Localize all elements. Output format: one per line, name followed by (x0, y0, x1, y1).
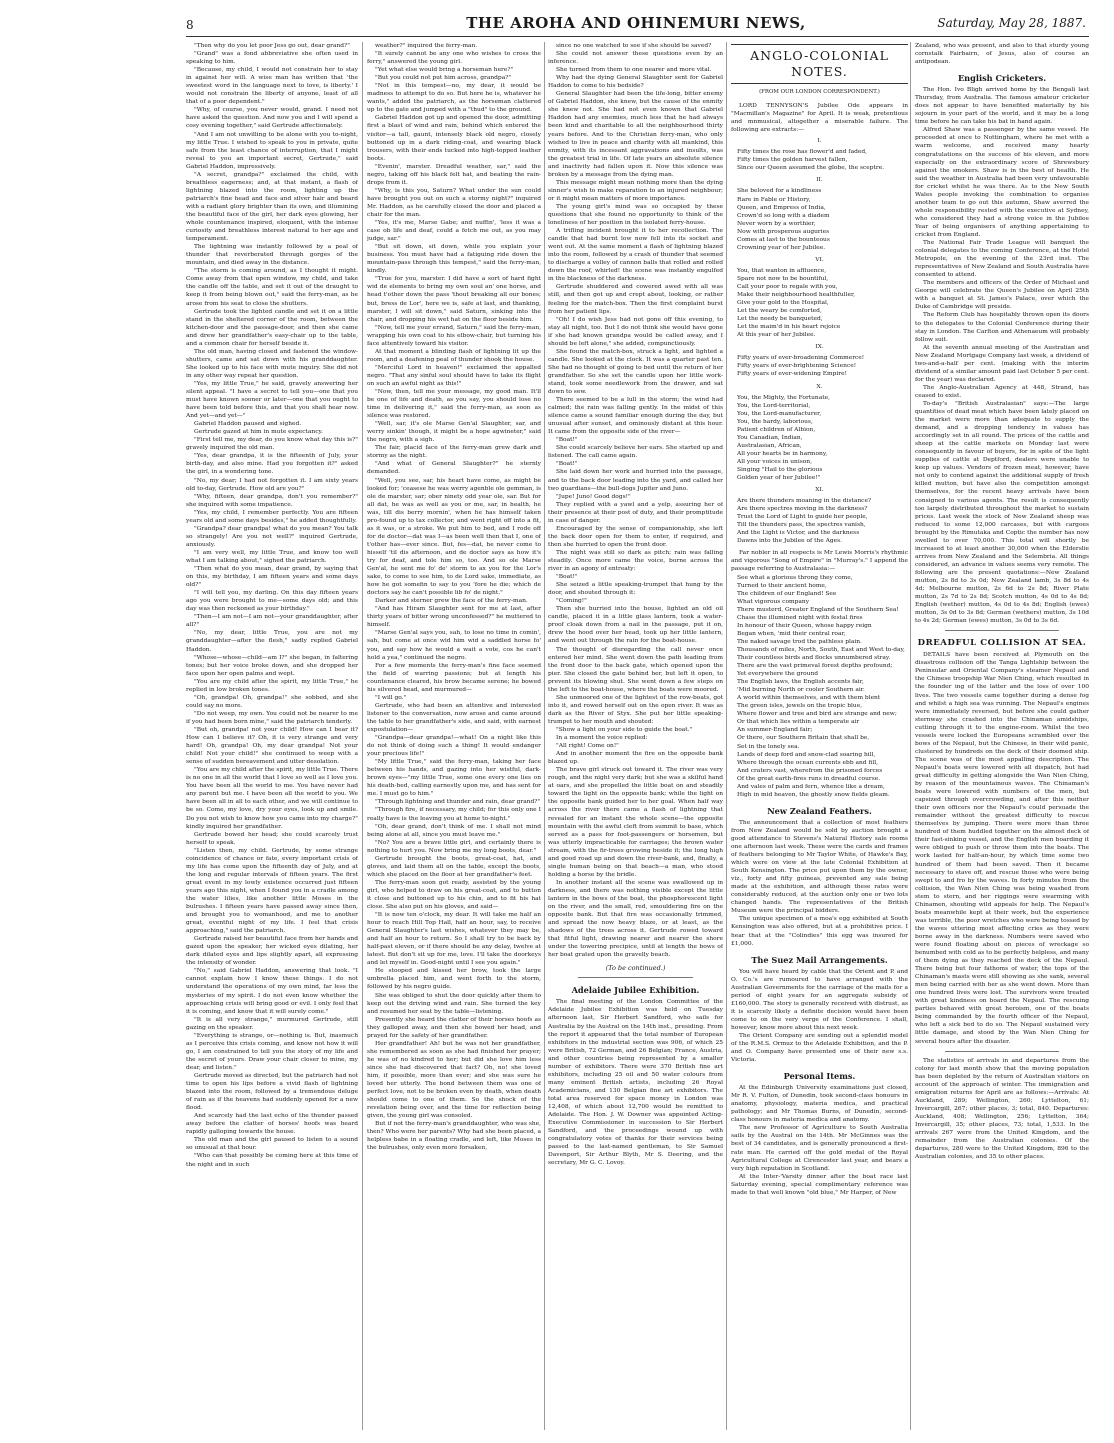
paragraph: "You are my child after the spirit, my little True," he replied in low broken tones. (186, 678, 358, 693)
poem-line: There musterd, Greater England of the Southern Sea! (737, 606, 899, 613)
paragraph: "And I am not unwilling to be alone with you to-night, my little True. I wished to speak to you in private, quite safe from the least chance of interruption, that I might reveal to you an important secret, Gertrude," said Gabriel Haddon, impressively. (186, 131, 358, 170)
paragraph: "Yes, my little True," he said, gravely answering her silent appeal. "I have a secret to tell you—one that you must have known sooner or later—one that you ought to have been told before this, and that you shall hear now. And yet—and yet—" (186, 380, 358, 420)
paragraph: You will have heard by cable that the Orient and P. and O. Co.'s are rumoured to have arranged with the Australian Governments for the carriage of the mails for a period of eight years for an aggregate subsidy of £160,000. The story is generally received with distrust, as it is scarcely likely a definite decision would have been come to on the very verge of the Conference. I shall, however, know more about this next week. (731, 968, 908, 1031)
paragraph: "Then what do you mean, dear grand, by saying that on this, my birthday, I am fifteen years and some days old?" (186, 566, 358, 589)
poem-line: Are there spectres moving in the darkness? (737, 506, 868, 513)
poem-line: Till the thunders pass, the spectres vanish, (737, 522, 866, 529)
paragraph: Alfred Shaw was a passenger by the same vessel. He proceeded at once to Nottingham, where he met with a warm welcome, and received many hearty congratulations on the success of his eleven, and more especially on the extraordinary score of Shrewsbury against the smokers. Shaw is in the best of health. He said the weather in Australia had been very unfavourable for cricket whilst he was there. As to the New South Wales people invoking the combination to organise another team to go out this autumn, Shaw averred the whole responsibility rested with the executive at Sydney, who considered they had a strong voice in the Jubilee Year of being organisers of anything appertaining to cricket from England. (915, 127, 1089, 238)
paragraph: "Through fire, if necessary, my child; for this only one I really have is the leaving you at home to-night." (367, 807, 541, 822)
ode-stanza (737, 394, 908, 483)
paragraph: In another instant all the scene was swallowed up in darkness, and there was nothing visible except the little lantern in the bows of the boat, the phosphorescent light on the river, and the small, red, smouldering fire on the opposite bank. But that fire was occasionally trimmed, and spread the now heavy blaze, or at least, as the shadows of the trees across it. Gertrude rowed toward that fitful light, drawing nearer and nearer the shore under the towering precipice, until at length the bows of her boat grated upon the gravelly beach. (548, 879, 723, 959)
poem-line: Where through the ocean currents ebb and fill, (737, 759, 878, 766)
poem-line: Since our Queen assumed the globe, the sceptre. (737, 165, 885, 172)
serial-story-conclusion (548, 42, 723, 959)
column-divider (362, 42, 363, 1430)
english-cricketers-heading: English Cricketers. (957, 73, 1047, 84)
paragraph: She laid down her work and hurried into the passage, and to the back door leading into the yard, and called her two guardians—the bull-dogs Jupiter and Juno. (548, 469, 723, 492)
paragraph: "It is all very strange," murmured Gertrude, still gazing on the speaker. (186, 1016, 358, 1031)
column-divider (910, 42, 911, 1430)
paragraph: "It surely cannot be any one who wishes to cross the ferry," answered the young girl. (367, 51, 541, 66)
paragraph: "Why, fifteen, dear grandpa, don't you remember?" she inquired with some impatience. (186, 493, 358, 508)
paragraph: Encouraged by the sense of companionship, she left the back door open for them to enter, if required, and then she hurried to open the front door. (548, 525, 723, 548)
poem-line: Patient children of Albion, (737, 426, 816, 433)
paragraph: The old man, having closed and fastened the window-shutters, came and sat down with his granddaughter. She looked up to his face with mute inquiry. She did not in any other way repeat her question. (186, 348, 358, 379)
ode-stanza (737, 497, 908, 545)
paragraph: She could not answer these questions even by an inference. (548, 51, 723, 66)
poem-line: You, that wanton in affluence, (737, 267, 827, 274)
header-rule (186, 36, 1089, 37)
paragraph: The lightning was instantly followed by a peal of thunder that reverberated through gorges of the mountain, and died away in the distance. (186, 244, 358, 267)
paragraph: She turned from them to one nearer and more vital. (556, 67, 712, 74)
paragraph: DETAILS have been received at Plymouth on the disastrous collision off the Tanga Lightship between the Peninsular and Oriental Company's steamer Nepaul and the Chinese troopship War Nien Ching, which resulted in the founder ing of the latter and the loss of over 100 lives. The two vessels came together during a dense fog and whilst a high sea was running. The Nepaul's engines were immediately reversed, but before she could gather sternway she crashed into the Chinaman amidships, cutting through it to the engine-room. Whilst the two vessels were locked the Europeans scrambled over the bows of the Nepaul, but the Chinese, in their wild panic, clustered by hundreds on the deck of their doomed ship. The scene was of the most appalling description. The Nepaul's boats were lowered with all dispatch, but had great difficulty in getting alongside the Wan Nien Ching, by reason of the mountainous waves. The Chinaman's boats were lowered with numbers of the men, but capsized through overcrowding, and after this neither their own officers nor the Nepaul's could persuade the remainder without the greatest difficulty to rescue themselves by jumping. There were more than three hundred of them huddled together on the almost deck of their fast-sinking vessel, and the English men boarding it were obliged to push or throw them into the boats. The work lasted for half-an-hour, by which time some two hundred of them had been saved. Then it became necessary to stave off, and rescue those who were being swept to and fro by the waves. In forty minutes from the collision, the Wan Nien Ching was being washed from stem to stern, and her riggings were swarming with Chinamen, shouting wild appeals for help. The Nepaul's boats meanwhile kept at their work, but the experience was terrible, the poor wretches who were being tossed by the waves uttering most affecting cries as they were borne away in the darkness. Numbers were saved who were found floating about on pieces of wreckage so benumbed with cold as to be perfectly helpless, and many of them dying as they reached the deck of the Nepaul. There being but four fathoms of water, the tops of the Chinaman's masts were still showing as she sank, several men being carried with her as she went down. More than one hundred lives were lost. The survivors were treated with great kindness on board the Nepaul. The rescuing parties behaved with great heroism, one of the boats being commanded by the fourth officer of the Nepaul, who left a sick bed to do so. The Nepaul sustained very little damage, and stood by the Wan Nien Ching for several hours after the disaster. (915, 652, 1089, 1045)
paragraph: Darker and sterner grew the face of the ferry-man. (375, 598, 528, 605)
paragraph: "Well, you see, sar, his heart have come, as might be looked for; 'ceasese he was werry agenble ole gemman, is ole de marster, sar; ober ninety odd year ole, sar. But for all dat, he was as well as you or me, sar, in health, he was, till dis berry mornin', when he has himself taken pro-found up to tax collector, and went right off into a fit, as it was, or a stroke. We put him to bed, and I rode off for de doctor—dat was I—as been well then that I, one of t'other has—ever since. But, fes—dat, he never come to hisself 'til dis afternoon, and de doctor says as how it's try for deaf, and tole him so, too. And so ole Marse Gen'al, he sent me fo' de' storm to ax you for the Lor's sake, to come to see him, to de Lord sake, immediate, as how he got somefin to say to you 'fore he die; which de doctors say he can't possible lib fo' de night." (367, 477, 541, 597)
paragraph: Then she hurried into the house, lighted an old oil candle, placed it in a little glass lantern, took a water-proof cloak down from a nail in the passage, put it on, drew the hood over her head, took up her little lantern, and went out through the rain for the boat-house. (548, 606, 723, 645)
paragraph: "Why, is this you, Saturn? What under the sun could have brought you out on such a stormy night?" inquired Mr. Haddon, as he carefully closed the door and placed a chair for the man. (367, 187, 541, 218)
paragraph: "Boat!" (556, 437, 578, 444)
nz-feathers-article: The announcement that a collection of most feathers from New Zealand would be sold by auction brought a good attendance to Stevens's Natural History sale rooms one afternoon last week. These were the cards and frames of feathers belonging to Mr Taylor White, of Hawke's Bay, which were on view at the late Colonial Exhibition at South Kensington. The price put upon them by the owner, viz., forty and fifty guineas, prevented any sale being made at the exhibition, and although these rates were considerably reduced, at the auction only one or two lots changed hands. The representatives of the British Museum were the principal bidders. (731, 819, 908, 915)
paragraph: He stooped and kissed her brow, took the large umbrella placed him, and went forth to the storm, followed by his negro guide. (367, 968, 541, 991)
paragraph: The Orient Company are sending out a splendid model of the R.M.S. Ormuz to the Adelaide Exhibition, and the P. and O. Company have presented one of their new s.s. Victoria. (731, 1032, 908, 1064)
paragraph: But if not the ferry-man's granddaughter, who was she, then? Who were her parents? Why had she been placed, a helpless babe in a floating cradle, and left, like Moses in the bulrushes, only even more forsaken, (367, 1121, 541, 1152)
paragraph: "No? You are a brave little girl, and certainly there is nothing to hurt you. Now bring me my long boots, dear." (367, 839, 541, 854)
paragraph: "Boat!" (556, 574, 578, 581)
stanza-number: X. (816, 383, 823, 390)
poem-line: Fifty years of ever-brightening Science! (737, 363, 857, 370)
paragraph: "Merciful Lord in heaven!" exclaimed the appalled negro. "That any sinful soul should have to take its flight on such an awful night as this!" (367, 364, 541, 387)
paragraph: "Why, of course, you never would, grand. I need not have asked the question. And now you and I will spend a cosy evening together," said Gertrude affectionately. (186, 107, 358, 130)
paragraph: And in another moment the fire on the opposite bank blazed up. (548, 751, 723, 766)
poem-line: Yet everywhere the ground (737, 671, 819, 678)
poem-line: Dawns into the Jubilee of the Ages. (737, 538, 843, 545)
column-4-anglo-colonial-notes (731, 42, 908, 1432)
paragraph: "Oh, dear grand, don't think of me. I shall not mind being alone at all, since you must leave me." (367, 823, 541, 838)
paragraph: "Grandpa—dear grandpa!—what! On a night like this do not think of doing such a thing! It would endanger your precious life!" (367, 735, 541, 758)
poem-line: You, the Mighty, the Fortunate, (737, 394, 830, 401)
poem-line: Australasian, African, (737, 442, 802, 449)
paragraph: "Yes, my child, I remember perfectly. You are fifteen years old and some days besides," he added thoughtfully. (186, 509, 358, 524)
collision-article (915, 651, 1089, 1045)
poem-line: You, the hardy, laborious, (737, 418, 813, 425)
paragraph: At that moment a blinding flash of lightning lit up the room, and a deafening peal of thunder shook the house. (367, 348, 541, 363)
paragraph: "Through lightning and thunder and rain, dear grand?" (375, 799, 541, 806)
ode-stanza (737, 148, 908, 172)
poem-line: Set in the lonely sea. (737, 743, 800, 750)
personal-item: At the Edinburgh University examinations just closed, Mr R. V. Fulton, of Dunedin, took second-class honours in anatomy, physiology, materia medica, and practical pathology; and Mr Thomas Burns, of Dunedin, second-class honours in materia medica and anatomy. (731, 1085, 908, 1124)
poem-line: Or there, our Southern Britain that shall be, (737, 735, 870, 742)
poem-line: She beloved for a kindliness (737, 188, 822, 195)
paragraph: The thought of disregarding the call never once entered her mind. She went down the path leading from the front door to the back gate, which opened upon the pier. She closed the gate behind her, but left it open, to prevent its blowing shut. She went down a few steps on the left to the boat-house, where the boats were moored. (548, 646, 723, 693)
paragraph: The young girl's mind was so occupied by these questions that she found no opportunity to think of the loneliness of her position in the isolated ferry-house. (548, 203, 723, 227)
paragraph: "Well, sar, it's ole Marse Gen'al Slaughter, sar, and werry sinkin' though, it might be a hope agwineter," said the negro, with a sigh. (367, 421, 541, 444)
poem-line: Call your poor to regale with you, (737, 283, 838, 290)
poem-line: An summer-England fair; (737, 727, 813, 734)
poem-line: At this year of her Jubilee. (737, 332, 816, 339)
song-of-empire-poem (737, 574, 908, 799)
paragraph: "Boat!" (556, 461, 578, 468)
paragraph: "My little True," said the ferry-man, taking her face between his hands, and gazing into her wistful, dark-brown eyes—"my little True, some one every one lies on his death-bed, calling earnestly upon me, and has sent for me. I must go to him." (367, 759, 541, 798)
paragraph: "Oh! I do wish Jess had not gone off this evening, to stay all night, too. But I do not think she would have gone if she had known grandpa would be called away, and I should be left alone," she added, compunctiously. (548, 316, 723, 347)
paragraph: She unmoored one of the lightest of the row-boats, got into it, and rowed herself out on the open river. It was as dark as the River of Styx. She put her little speaking-trumpet to her mouth and shouted: (548, 694, 723, 725)
personal-item: The new Professor of Agriculture to South Australia sails by the Austral on the 14th. Mr McGinnes was the best of 34 candidates, and is generally pronounced a first-rate man. He carried off the gold medal of the Royal Agricultural College at Cirencester last year, and bears a very high reputation in Scotland. (731, 1125, 908, 1172)
poem-line: Let the maim'd in his heart rejoice (737, 324, 841, 331)
nz-feathers-heading: New Zealand Feathers. (767, 805, 872, 816)
paragraph: Gertrude bowed her head; she could scarcely trust herself to speak. (186, 831, 358, 846)
paragraph: "Grand" was a fond abbreviative she often used in speaking to him. (186, 51, 358, 66)
paragraph: "You are my child after the spirit, my little True. There is no one in all the world that I love so well as I love you. You have been all the world to me. You have never had any parent but me. I have been all the world to you. We have been all in all to each other, and we will continue to be so. Come, my love, dry your eyes, look up and smile. Do you not wish to know how you came into my charge?" kindly inquired her grandfather. (186, 767, 358, 830)
paragraph: Gertrude, who had been an attentive and interested listener to the conversation, now arose and came around the table to her grandfather's side, and said, with earnest expostulation— (367, 702, 541, 733)
poem-line: Chase the illumined night with festal fires (737, 614, 863, 621)
poem-line: A world within themselves, and with them blent (737, 695, 881, 702)
song-of-empire-intro: Far nobler in all respects is Mr Lewis Morris's rhythmic and vigorous "Song of Empire" in "Murray's." I append the passage referring to Australasia:— (731, 550, 908, 573)
paragraph: "Then—I am not—I am not—your granddaughter, after all?" (186, 614, 358, 629)
poem-line: Crown'd so long with a diadem (737, 212, 830, 219)
paragraph: This message might mean nothing more than the dying sinner's wish to make reparation to an injured neighbour; or it might mean matters of more importance. (548, 179, 723, 202)
stanza-number: XI. (815, 487, 824, 494)
section-rule (945, 1051, 1059, 1052)
paragraph: "Then why do you let poor Jess go out, dear grand?" (194, 43, 350, 49)
stanza-number: IX. (815, 344, 824, 351)
paragraph: "And what of General Slaughter?" he sternly demanded. (367, 461, 541, 476)
poem-line: The children of our England! See (737, 590, 837, 597)
paragraph: In a moment the voice replied: (556, 735, 648, 742)
paragraph: Gertrude moved as directed, but the patriarch had not time to open his lips before a vivid flash of lightning blazed into the room, followed by a tremendous deluge of rain as if the heavens had suddenly opened for a new flood. (186, 1073, 358, 1112)
paragraph: The members and officers of the Order of Michael and George will celebrate the Queen's Jubilee on April 25th with a banquet at St. James's Palace, over which the Duke of Cambridge will preside. (915, 280, 1089, 311)
paragraph: "The storm is coming around, as I thought it might. Come away from that open window, my child, and take the candle off the table, and set it out of the draught to keep it from being blown out," said the ferry-man, as he arose from his seat to close the shutters. (186, 268, 358, 307)
poem-line: All your hearts be in harmony, (737, 450, 828, 457)
paragraph: "First tell me, my dear, do you know what day this is?" gravely inquired the old man. (186, 437, 358, 452)
poem-line: Let the needy be banqueted, (737, 316, 823, 323)
poem-line: In honour of their Queen, whose happy reign (737, 622, 872, 629)
stanza-number: II. (816, 177, 823, 184)
paragraph: The old man and the girl paused to listen to a sound so unusual at that hour. (186, 1137, 358, 1152)
paragraph: "A secret, grandpa?" exclaimed the child, with breathless eagerness; and, at that instant, a flash of lightning blazed into the room, lighting up the patriarch's fine head and face and silver hair and beard with a radiant glory brighter than its own, and illumining the beautiful face of the girl, her dark eyes glowing, her whole countenance inspired, eloquent, with the intense curiosity and breathless interest natural to her age and temperament. (186, 171, 358, 243)
paragraph: "Because, my child, I would not constrain her to stay in against her will. A wise man has written that 'the sweetest word in the language next to love, is liberty.' I would not constrain the liberty of anyone, least of all that of a poor dependent." (186, 67, 358, 106)
paragraph: "Who can that possibly be coming here at this time of the night and in such (186, 1153, 358, 1168)
poem-line: Trust the Lord of Light to guide her people, (737, 514, 868, 521)
paragraph: She found the match-box, struck a light, and lighted a candle. She looked at the clock. It was a quarter past ten. She had no thought of going to bed until the return of her grandfather. So she set the candle upon her little work-stand, took some needlework from the drawer, and sat down to sew. (548, 348, 723, 396)
paragraph: "It is now ten o'clock, my dear. It will take me half an hour to reach Hill Top Hall, half an hour, say, to receive General Slaughter's last wishes, whatever they may be, and half an hour to return. So I shall try to be back by half-past eleven, or if there should be any delay, twelve at latest. But don't sit up for me, love. I'll take the doorkeys and let myself in. Good-night until I see you again." (367, 912, 541, 967)
poem-line: Crowning year of her Jubilee. (737, 244, 826, 251)
issue-date: Saturday, May 28, 1887. (937, 16, 1086, 30)
paragraph: Gertrude took the lighted candle and set it on a little stand in the sheltered corner of the room, between the kitchen-door and the passage-door, and then she came and drew her grandfather's easy-chair up to the table, and a common chair for herself beside it. (186, 308, 358, 347)
paragraph: "Jupe! Juno! Good dogs!" (556, 493, 631, 500)
poem-line: You, the Lord-territorial, (737, 402, 811, 409)
paragraph: Presently she heard the clatter of their horses hoofs as they galloped away, and then she bowed her head, and prayed for the safety of her grandfather. (367, 1016, 541, 1039)
paragraph: Gertrude shuddered and cowered awed with all was still, and then got up and crept about, looking, or rather feeling for the match-box. Then the first complaint burst from her patient lips. (548, 284, 723, 315)
paragraph: "True for you, marster. I did have a sort of hard fight wid de elements to bring my own soul an' one horse, and head t'other down the pass 'thout breaking all our bones; but, bress de Lor', here we is, safe at last, and thanking, marster, I will sit down," said Saturn, sinking into the chair, and dropping his wet hat on the floor beside him. (367, 276, 541, 323)
paragraph: "But sit down, sit down, while you explain your business. You must have had a fatiguing ride down the mountain-pass through this tempest," said the ferry-man, kindly. (367, 244, 541, 275)
paragraph: The Anglo-Australian Agency at 448, Strand, has ceased to exist. (915, 384, 1089, 399)
paragraph: Gertrude brought the boots, great-coat, hat, and gloves, and laid them all on the table, except the boots, which she placed on the floor at her grandfather's feet. (367, 855, 541, 878)
poem-line: Never worn by a worthier, (737, 220, 816, 227)
paragraph: "Whose—whose—child—am I?" she began, in faltering tones; but her voice broke down, and she dropped her face upon her open palms and wept. (186, 654, 358, 677)
paragraph: weather?" inquired the ferry-man. (375, 43, 478, 49)
paragraph: A trifling incident brought it to her recollection. The candle that had burnt low now fell into its socket and went out. At the same moment a flash of lightning blazed into the room, followed by a crash of thunder that seemed to discharge a volley of cannon balls that rolled and rolled down the roof, whirled! the scene was instantly engulfed in the blackness of the darkness. (548, 228, 723, 283)
suez-mail-article (731, 968, 908, 1065)
paragraph: And scarcely had the last echo of the thunder passed away before the clatter of horses' hoofs was heard rapidly galloping towards the house. (186, 1113, 358, 1136)
ode-stanza (737, 354, 908, 378)
paragraph: The ferry-man soon got ready, assisted by the young girl, who helped to draw on his great-coat, and to button it close and buttoned up to his chin, and to fit his hat close. She also put on his gloves, and said— (367, 879, 541, 911)
suez-mail-heading: The Suez Mail Arrangements. (751, 954, 888, 965)
poem-line: And the Light is Victor, and the darkness (737, 530, 860, 537)
page-header (186, 8, 1086, 38)
poem-line: And craters vast, wherefrom the prisoned forces (737, 767, 883, 774)
poem-line: Where flower and tree and bird are strange and new; (737, 711, 897, 718)
personal-items-heading: Personal Items. (783, 1071, 856, 1082)
poem-line: The green isles, jewels on the tropic blue, (737, 703, 863, 710)
poem-line: Make their neighbourhood healthfuller, (737, 292, 855, 299)
paragraph: "Listen then, my child. Gertrude, by some strange coincidence of chance or fate, every important crisis of my life has come upon the fifteenth day of July, and at the long and regular intervals of fifteen years. The first great event in my lowly existence occurred just fifteen years ago this night, when I found you in a cradle among the water lilies, like another little Moses in the bulrushes. I fifteen years have passed away since then, and brought you to womanhood, and me to another great, eventful night of my life. I feel that crisis approaching," said the patriarch. (186, 847, 358, 935)
paragraph: "Everything is strange, or—nothing is. But, inasmuch as I perceive this crisis coming, and know not how it will go, I am constrained to tell you the story of my life and the secret of yours. Draw your chair closer to mine, my dear, and listen." (186, 1032, 358, 1071)
paragraph: "Now, tell me your errand, Saturn," said the ferry-man, wrapping his own coat to his elbow-chair, but turning his face attentively toward his visitor. (367, 324, 541, 347)
paragraph: The Reform Club has hospitably thrown open its doors to the delegates to the Colonial Conference during their stay in London. The Carlton and Athenaeum will probably follow suit. (915, 312, 1089, 343)
moa-egg-paragraph: The unique specimen of a moa's egg exhibited at South Kensington was also offered, but at a prohibitive price. I hear that at the "Colindies" this egg was insured for £1,000. (731, 916, 908, 947)
paragraph: "Oh, grandpa! Oh, grandpa!" she sobbed, and she could say no more. (186, 694, 358, 709)
collision-heading: DREADFUL COLLISION AT SEA. (917, 638, 1087, 649)
paragraph: Gabriel Haddon paused and sighed. (194, 421, 302, 428)
paragraph: "And has Hiram Slaughter sent for me at last, after thirty years of bitter wrong unconfessed?" he muttered to himself. (367, 606, 541, 629)
to-be-continued: (To be continued.) (605, 964, 666, 973)
paragraph: "I am very well, my little True, and know too well what I am talking about," sighed the patriarch. (186, 549, 358, 564)
poem-line: Or that which lies within a temperate air (737, 719, 860, 726)
poem-line: The naked savage trod the pathless plain. (737, 638, 862, 645)
paragraph: "Show a light on your side to guide the boat." (556, 726, 693, 733)
statistics-paragraph: The statistics of arrivals in and departures from the colony for last month show that the moving population has been depleted by the return of Australian visitors on account of the approach of winter. The immigration and emigration returns for April are as follows:—Arrivals: At Auckland, 289; Wellington, 260; Lyttelton, 61; Invercargill, 267; other places, 3; total, 840. Departures: Auckland, 408; Wellington, 256; Lyttelton, 364; Invercargill, 35; other places, 73; total, 1,533. In the arrivals 267 were from the United Kingdom, and the remainder from the Australian colonies. Of the departures, 280 were to the United Kingdom, 896 to the Australian colonies, and 35 to other places. (915, 1057, 1089, 1161)
paragraph: The night was still so dark as pitch; rain was falling steadily. Once more came the voice, borne across the river in an agony of entreaty: (548, 549, 723, 573)
adelaide-exhibition-article (548, 998, 723, 1167)
paragraph: "Yes, dear grandpa, it is the fifteenth of July, your birth-day, and also mine. Had you forgotten it?" asked the girl, in a wondering tone. (186, 453, 358, 476)
poem-line: Fifty years of ever-broadening Commerce! (737, 355, 865, 362)
paragraph: "No," said Gabriel Haddon, answering that look. "I cannot explain how I know these things. I do not understand the operations of my own mind, far less the mysteries of my spirit. I do not even know whether the approaching crisis will bring good or evil. I only feel that it is coming, and know that it will surely come." (186, 968, 358, 1015)
poem-line: Lands of deep ford and snow-clad soaring hill, (737, 751, 876, 758)
paragraph: "Yet what else would bring a horseman here?" (375, 67, 514, 74)
poem-line: And vales of palm and fern, whence like a dream, (737, 783, 885, 790)
poem-line: You Canadian, Indian, (737, 434, 803, 441)
poem-line: Fifty times the golden harvest fallen, (737, 157, 848, 164)
paragraph: "No, my dear; I had not forgotten it. I am sixty years old to-day, Gertrude. How old are you?" (186, 477, 358, 492)
poem-line: High in mid heaven, the ghostly snow fields gleam. (737, 791, 890, 798)
paragraph: The fair, placid face of the ferry-man grew dark and stormy as the night. (367, 445, 541, 460)
stanza-number: VI. (815, 256, 824, 263)
anglo-colonial-notes-title: ANGLO-COLONIAL NOTES. (731, 44, 908, 84)
column-3 (548, 42, 723, 1432)
column-divider (726, 42, 727, 1430)
paragraph: Why had the dying General Slaughter sent for Gabriel Haddon to come to his bedside? (548, 75, 723, 90)
paragraph: "No, my dear, little True, you are not my granddaughter—after the flesh," sadly replied Gabriel Haddon. (186, 630, 358, 653)
personal-item: At the Inter-'Varsity dinner after the boat race last Saturday evening, special complimentary reference was made to that well known "old blue," Mr Harper, of New (731, 1173, 908, 1196)
ode-stanza (737, 187, 908, 251)
poem-line: Queen, and Empress of India, (737, 204, 826, 211)
paragraph: For a few moments the ferry-man's fine face seemed the field of warring passions; but at length his countenance cleared, his brow became serene; he bowed his silvered head, and murmured— (367, 662, 541, 693)
paragraph: since no one watched to see if she should be saved? (556, 43, 712, 49)
column-divider (544, 42, 545, 1430)
paragraph: "Marse Gen'al says you, sah, to lose no time in comin', sah, but come at once wid him wid a saddled horse fo' you, and say how he would a wait a vote, cos he can't hold a yea," continued the negro. (367, 630, 541, 661)
paragraph: "I will tell you, my darling. On this day fifteen years ago you were brought to me—some days old; and this day was then reckoned as your birthday." (186, 590, 358, 613)
paragraph: The final meeting of the London Committee of the Adelaide Jubilee Exhibition was held on Tuesday afternoon last, Sir Herbert Sandford, who sails for Australia by the Austral on the 14th inst., presiding. From the report it appeared that the total number of European exhibitors in the industrial section was 906, of which 25 were British, 72 German, and 26 Belgian; France, Austria, and other countries being represented by a smaller number of exhibitors. There were 370 British fine art exhibitors, including 25 oil and 50 water colours from many eminent British artists, including 26 Royal Academicians, and 130 Belgian fine art exhibitors. The total area reserved for space money in London was 12,408, of which about 12,700 would be remitted to Adelaide. The Hon. J. W. Downer was appointed Acting-Executive Commissioner in succession to Sir Herbert Sandford, and the proceedings wound up with congratulatory votes of thanks for their services being passed to the last-named gentleman, to Sir Samuel Davenport, Sir Arthur Blyth, Mr S. Deering, and the secretary, Mr G. C. Lovoy. (548, 999, 723, 1167)
adelaide-exhibition-heading: Adelaide Jubilee Exhibition. (571, 985, 700, 996)
poem-line: Thousands of miles, North, South, East and West to-day, (737, 646, 905, 653)
newspaper-masthead: THE AROHA AND OHINEMURI NEWS, (466, 14, 806, 32)
poem-line: Fifty times the rose has flower'd and faded, (737, 149, 868, 156)
column-5 (915, 42, 1089, 1432)
poem-line: Now with prosperous auguries (737, 228, 830, 235)
english-cricketers-article (915, 86, 1089, 625)
poem-line: Turned to their ancient home, (737, 582, 827, 589)
correspondent-byline: (FROM OUR LONDON CORRESPONDENT.) (759, 89, 880, 95)
paragraph: "But you could not put him across, grandpa?" (375, 75, 512, 82)
poem-line: Golden year of her Jubilee!" (737, 475, 821, 482)
poem-line: Spare not now to be bountiful, (737, 275, 829, 282)
paragraph: Her grandfather! Ah! but he was not her grandfather, she remembered as soon as she had finished her prayer; he was of no kindred to her; but did she love him less since she had discovered that fact? Oh, no! she loved him, if possible, more than ever; and she was sure he loved her utterly. The bond between them was one of perfect love, not to be broken even by death, when death should come to one of them. So the shock of the revelation being over, and the time for reflection being given, the young girl was consoled. (367, 1040, 541, 1120)
paragraph: Gertrude raised her beautiful face from her hands and gazed upon the speaker, her wicked eyes dilating, her dark dilated eyes and lips slightly apart, all expressing the intensity of wonder. (186, 936, 358, 967)
poem-line: You, the Lord-manufacturer, (737, 410, 822, 417)
paragraph: "Do not weep, my own. You could not be nearer to me if you had been born mine," said the patriarch tenderly. (186, 710, 358, 725)
poem-line: Comes at last to the bounteous (737, 236, 830, 243)
poem-line: See what a glorious throng they come, (737, 574, 853, 581)
paragraph: "Yes, it's me, Marse Gabe; and nuffin', 'less it was a case ob life and deaf, could a fetch me out, as you may judge, sar." (367, 220, 541, 243)
poem-line: Of the great earth-fires runs in dreadful course. (737, 775, 881, 782)
column-2-serial-story (367, 42, 541, 1432)
paragraph: There seemed to be a lull in the storm; the wind had calmed; the rain was falling gently. In the midst of this silence came a sound familiar enough during the day, but unusual after sunset, and ominously distant at this hour. It came from the opposite side of the river— (548, 397, 723, 436)
jubilee-ode-intro: LORD TENNYSON'S Jubilee Ode appears in "Macmillan's Magazine" for April. It is weak, pretentious and mnmusical, altogether a miserable failure. The following are extracts:— (731, 103, 908, 134)
poem-line: Singing "Hail to the glorious (737, 466, 823, 473)
paragraph: Gertrude gazed at him in mute expectancy. (194, 429, 323, 436)
poem-line: Let the weary be comforted, (737, 308, 822, 315)
paragraph: "All right! Come on!" (556, 743, 619, 750)
paragraph: Gabriel Haddon got up and opened the door, admitting first a blast of wind and rain, behind which entered the visitor—a tall, gaunt, intensely black old negro, closely buttoned up in a dark riding-coat, and wearing black trousers, with their ends tucked into high-topped leather boots. (367, 115, 541, 162)
paragraph: "But oh, grandpa! not your child! How can I bear it? How can I believe it? Oh, it is very strange and very hard! Oh, grandpa! Oh, my dear grandpa! Not your child! Not your child!" she continued to weep with a sense of sudden bereavement and utter desolation. (186, 726, 358, 766)
paragraph: They replied with a yawl and a yelp, assuring her of their presence at their post of duty, and their promptitude in case of danger. (548, 501, 723, 524)
paragraph: The National Fair Trade League will banquet the colonial delegates to the coming Conference, at the Hotel Metropole, on the evening of the 23rd inst. The representatives of New Zealand and South Australia have consented to attend. (915, 240, 1089, 279)
poem-line: Rare in Fable or History, (737, 196, 811, 203)
section-rule (945, 630, 1059, 631)
poem-line: There are the vast primeval forest depths profound; (737, 663, 893, 670)
poem-line: Their countless birds and flocks unnumbered stray. (737, 655, 891, 661)
continued-paragraph: Zealand, who was present, and also to that sturdy young cornstalk Fairbairn, of Jesus, also of course an antipodean. (915, 43, 1089, 66)
poem-line: 'Mid burning North or cooler Southern air. (737, 687, 865, 694)
page-number: 8 (186, 18, 194, 32)
stanza-number: I. (817, 138, 822, 145)
paragraph: "Now, then, tell me your message, my good man. It'll be one of life and death, as you say, you should lose no time in delivering it," said the ferry-man, as soon as silence was restored. (367, 389, 541, 420)
poem-line: Fifty years of ever-widening Empire! (737, 371, 847, 378)
poem-line: Give your gold to the Hospital, (737, 300, 829, 307)
column-1-serial-story (186, 42, 358, 1432)
ode-stanza (737, 267, 908, 339)
poem-line: Are there thunders moaning in the distance? (737, 498, 872, 505)
paragraph: She was obliged to shut the door quickly after them to keep out the driving wind and rain. She turned the key and resumed her seat by the table—listening. (367, 992, 541, 1015)
paragraph: At the seventh annual meeting of the Australian and New Zealand Mortgage Company last week, a dividend of two-and-a-half per cent. (making with the interim dividend of a similar amount paid last October 5 per cent. for the year) was declared. (915, 344, 1089, 383)
paragraph: She seized a little speaking-trumpet that hung by the door, and shouted through it: (548, 582, 723, 597)
paragraph: "Grandpa? dear grandpa! what do you mean? You talk so strangely! Are you not well?" inquired Gertrude, anxiously. (186, 525, 358, 548)
poem-line: What vigorous company (737, 598, 810, 605)
paragraph: "I will go." (375, 694, 407, 701)
paragraph: "Coming!" (556, 598, 587, 605)
paragraph: She could scarcely believe her ears. She started up and listened. The call came again. (548, 445, 723, 460)
paragraph: "Not in this tempest—no, my dear, it would be madness to attempt to do so. But here he is, whatever he wants," added the patriarch, as the horseman clattered up to the gate and jumped with a "thud" to the ground. (367, 83, 541, 114)
paragraph: General Slaughter had been the life-long, bitter enemy of Gabriel Haddon, she knew, but the cause of the enmity she knew not. She had not even known that Gabriel Haddon had any enemies, much less that he had always been kind and charitable to all the neighbourhood thirty years before. And to the Christian ferry-man, who only wished to live in peace and charity with all mankind, this enmity, with its incessant aggravations and insults, was the greatest trial in life. Of late years an absolute silence and inactivity had fallen upon it. Now this silence was broken by a message from the dying man. (548, 91, 723, 178)
paragraph: The brave girl struck out toward it. The river was very rough, and the night very dark; but she was a skilful hand at oars, and she propelled the little boat on and steadily toward the light on the opposite bank; while the light on the opposite bank guided her to her goal. When half way across the river there came a flash of lightning that revealed for an instant the whole scene—the opposite mountain with the awful cleft from summit to base, which served as a pass for foot-passengers or horsemen, but was utterly impracticable for carriages; the brown water stream, with the fir-trees growing beside it; the long high and good road up and down the river-bank, and, finally, a single human being on that beach—a man, who stood holding a horse by the bridle. (548, 767, 723, 878)
section-rule (578, 977, 693, 978)
paragraph: "Evenin', marster. Dreadful weather, sar," said the negro, taking off his black felt hat, and beating the rain-drops from it. (367, 163, 541, 186)
poem-line: Began when, 'mid their central roar, (737, 630, 846, 637)
poem-line: All your voices in unison, (737, 458, 812, 465)
paragraph: To-day's "British Australasian" says:—The large quantities of dead meat which have been lately placed on the market were more than adequate to supply the demand, and a dropping tendency in values has accordingly set in all round. The prices of the cattle and sheep at the cattle markets on Monday last were consequently in favour of buyers, for in spite of the light supplies of cattle at Deptford, dealers were unable to keep up values. Vendors of frozen meat, however, have not only to contend against the additional supply of fresh killed mutton, but have also the competition amongst themselves, for the recent heavy arrivals have been consigned to various agents. The result is consequently too largely distributed throughout the market to sustain prices. Last week the stock of New Zealand sheep was reduced to some 12,000 carcases, but with cargoes brought by the Rimutaka and Coptic the number has now swelled to over 70,000. This total will shortly be increased to at least another 30,000 when the Elderslie arrives from New Zealand and the Selembria. All things considered, an advance in values seems very remote. The following are the present quotations:—New Zealand mutton, 2s 8d to 3s 0d; New Zealand lamb, 3s 8d to 4s 4d; Melbourne mutton, 2s 6d to 2s 8d; River Plate mutton, 2s 7d to 2s 8d; Scotch mutton, 4s 0d to 4s 8d; English (wether) mutton, 4s 0d to 4s 8d; English (ewes) mutton, 3s 0d to 3s 8d; German (wethers) mutton, 3s 10d to 4s 2d; German (ewes) mutton, 3s 0d to 3s 6d. (915, 400, 1089, 625)
paragraph: The Hon. Ivo Bligh arrived home by the Bengali last Thursday, from Australia. The famous amateur cricketer does not appear to have benefited materially by his sojourn in your part of the world, and it may be a long time before he can take his bat in hand again. (915, 87, 1089, 126)
poem-line: The English laws, the English accents fair, (737, 679, 864, 686)
